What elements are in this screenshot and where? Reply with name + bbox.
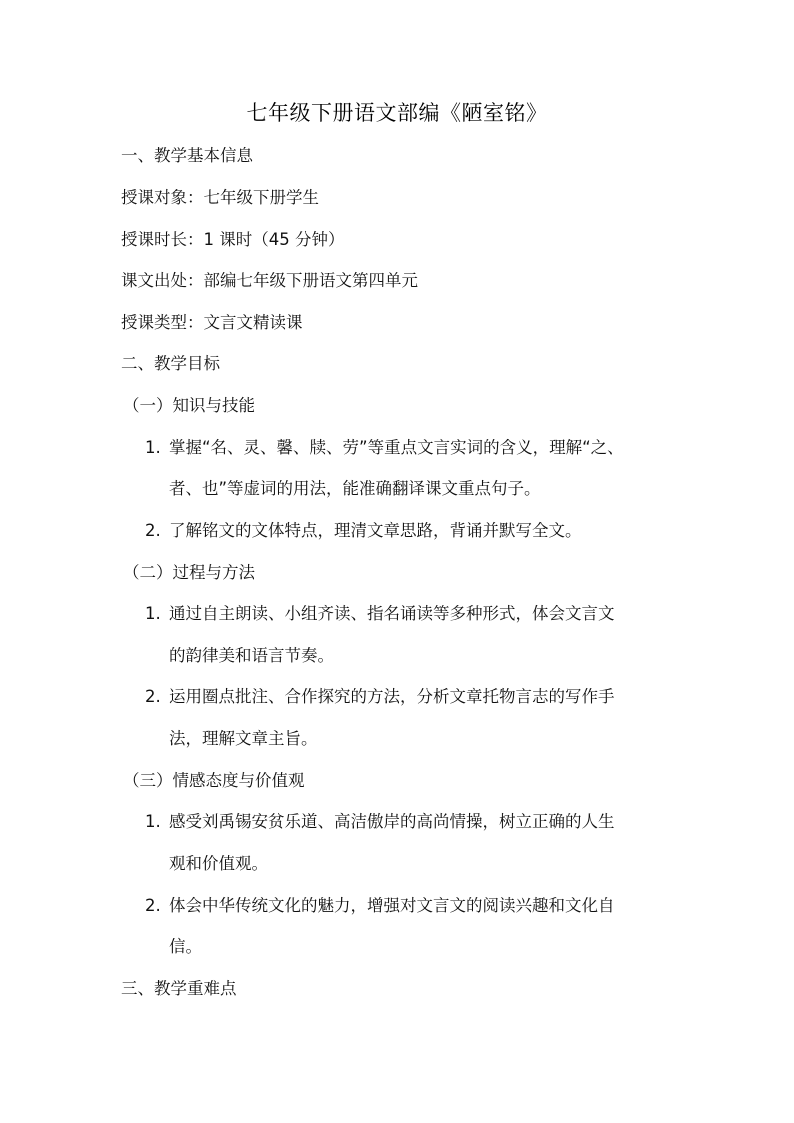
list-item-text: 法，理解文章主旨。 xyxy=(169,729,318,748)
list-item-text: 运用圈点批注、合作探究的方法，分析文章托物言志的写作手 xyxy=(169,687,615,706)
list-number: 2. xyxy=(145,687,161,706)
list-number: 1. xyxy=(145,604,161,623)
subsection-heading-values: （三）情感态度与价值观 xyxy=(123,771,305,790)
info-label: 课文出处： xyxy=(121,271,204,290)
info-value: 文言文精读课 xyxy=(203,313,303,332)
subsection-heading-process: （二）过程与方法 xyxy=(123,563,255,582)
list-number: 2. xyxy=(145,896,161,915)
section-heading-basic-info: 一、教学基本信息 xyxy=(121,146,253,165)
list-item-text: 的韵律美和语言节奏。 xyxy=(169,646,334,665)
list-item-text: 者、也”等虚词的用法，能准确翻译课文重点句子。 xyxy=(169,479,541,498)
subsection-heading-knowledge: （一）知识与技能 xyxy=(123,396,255,415)
info-value: 部编七年级下册语文第四单元 xyxy=(203,271,418,290)
info-label: 授课类型： xyxy=(121,313,204,332)
list-item-text: 掌握“名、灵、馨、牍、劳”等重点文言实词的含义，理解“之、 xyxy=(169,438,624,457)
list-item-text: 感受刘禹锡安贫乐道、高洁傲岸的高尚情操，树立正确的人生 xyxy=(169,812,615,831)
info-label: 授课对象： xyxy=(121,188,204,207)
info-value: 七年级下册学生 xyxy=(203,188,319,207)
list-number: 2. xyxy=(145,521,161,540)
section-heading-key-difficulties: 三、教学重难点 xyxy=(121,979,237,998)
section-heading-objectives: 二、教学目标 xyxy=(121,354,220,373)
list-item-text: 体会中华传统文化的魅力，增强对文言文的阅读兴趣和文化自 xyxy=(169,896,615,915)
list-item-text: 信。 xyxy=(169,937,202,956)
list-number: 1. xyxy=(145,438,161,457)
document-title: 七年级下册语文部编《陋室铭》 xyxy=(246,101,548,125)
info-row-source xyxy=(121,269,418,293)
info-row-audience xyxy=(121,186,319,210)
info-row-type xyxy=(121,311,303,335)
list-number: 1. xyxy=(145,812,161,831)
list-item-text: 观和价值观。 xyxy=(169,854,268,873)
list-item-text: 通过自主朗读、小组齐读、指名诵读等多种形式，体会文言文 xyxy=(169,604,615,623)
info-row-duration xyxy=(121,228,344,252)
list-item-text: 了解铭文的文体特点，理清文章思路，背诵并默写全文。 xyxy=(169,521,582,540)
info-label: 授课时长： xyxy=(121,230,204,249)
info-value: 1 课时（45 分钟） xyxy=(203,230,345,249)
